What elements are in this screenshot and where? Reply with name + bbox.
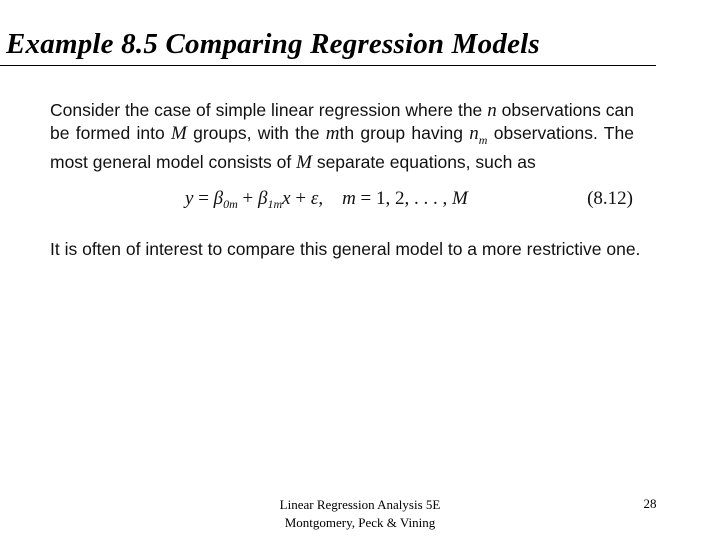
slide-title: Example 8.5 Comparing Regression Models [6,28,540,60]
intro-line-2: be formed into M groups, with the mth group having $n_m$ observations. The [50,123,634,147]
equation-number: (8.12) [587,188,633,209]
footer-authors: Montgomery, Peck & Vining [284,515,436,530]
intro-line-3: most general model consists of M separate equations, such as [50,151,536,173]
equation-8-12 [185,188,635,214]
closing-paragraph: It is often of interest to compare this general model to a more restrictive one. [50,239,641,259]
intro-paragraph [50,99,634,174]
title-divider [0,65,656,66]
page-number: 28 [643,496,657,511]
footer-citation [260,496,460,532]
intro-line-1: Consider the case of simple linear regression where the n observations can [50,100,634,121]
equation-expression: $y = \beta_{0m} + \beta_{1m}x + \varepsilon$, m = 1, 2, . . . , M [185,188,468,211]
footer-book-title: Linear Regression Analysis 5E [279,497,441,512]
